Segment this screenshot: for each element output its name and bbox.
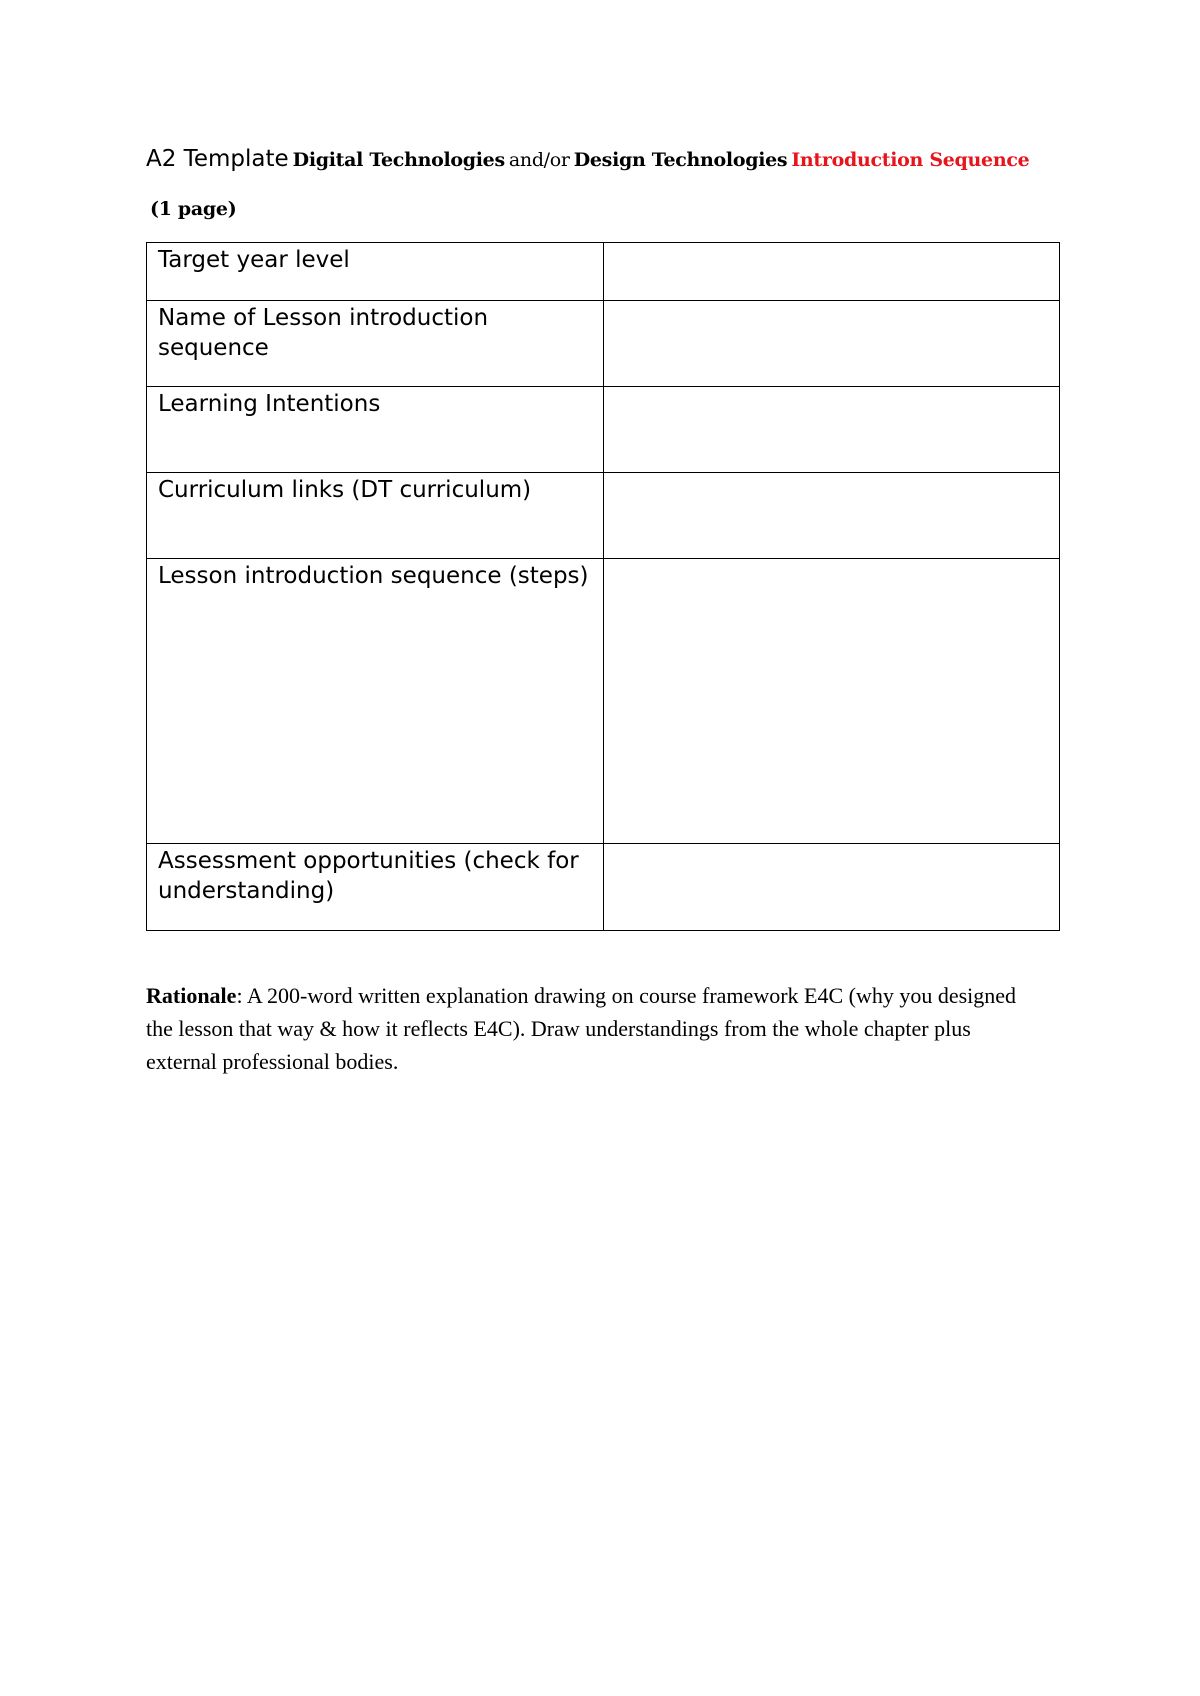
table-row [147, 243, 1060, 301]
table-row [147, 559, 1060, 844]
table-row [147, 387, 1060, 473]
table-row [147, 473, 1060, 559]
rationale-text: : A 200-word written explanation drawing on course framework E4C (why you designed the lesson that way & how it reflects E4C). Draw understandings from the whole chapter plus external professional bodies. [146, 983, 1017, 1074]
row-value-cell[interactable] [603, 301, 1060, 387]
title-subject-digital: Digital Technologies [292, 149, 505, 171]
rationale-paragraph [146, 979, 1046, 1078]
row-label: Learning Intentions [147, 387, 604, 473]
row-label: Curriculum links (DT curriculum) [147, 473, 604, 559]
title-highlight: Introduction Sequence [791, 149, 1030, 171]
row-value-cell[interactable] [603, 844, 1060, 931]
table-row [147, 844, 1060, 931]
title-subject-design: Design Technologies [573, 149, 788, 171]
row-value-cell[interactable] [603, 243, 1060, 301]
row-label: Assessment opportunities (check for understanding) [147, 844, 604, 931]
title-prefix: A2 Template [146, 146, 289, 172]
row-label: Lesson introduction sequence (steps) [147, 559, 604, 844]
rationale-label: Rationale [146, 983, 237, 1008]
title-connector: and/or [508, 149, 570, 171]
lesson-template-table [146, 242, 1060, 931]
row-value-cell[interactable] [603, 387, 1060, 473]
row-value-cell[interactable] [603, 473, 1060, 559]
row-label: Target year level [147, 243, 604, 301]
document-title [146, 142, 1029, 179]
table-row [147, 301, 1060, 387]
row-label: Name of Lesson introduction sequence [147, 301, 604, 387]
row-value-cell[interactable] [603, 559, 1060, 844]
page-note: (1 page) [150, 198, 237, 220]
